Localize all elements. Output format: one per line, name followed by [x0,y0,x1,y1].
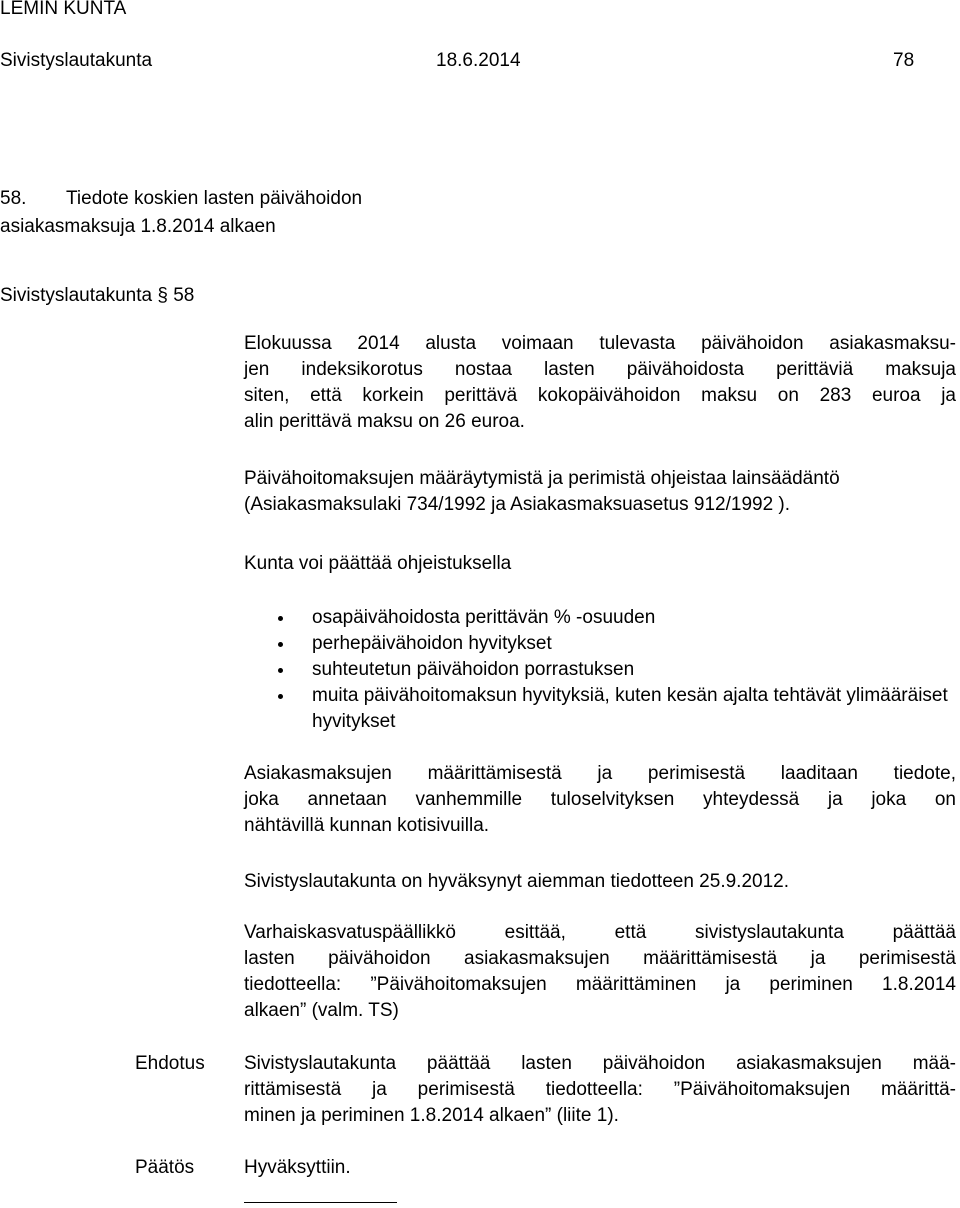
text-line: alkaen” (valm. TS) [244,1000,399,1021]
list-item [244,683,960,735]
decision-label: Päätös [135,1157,195,1178]
paragraph-municipality-options: Kunta voi päättää ohjeistuksella [244,553,512,574]
list-item-text: osapäivähoidosta perittävän % -osuuden [312,607,656,628]
text-line: Asiakasmaksujen määrittämisestä ja perimisestä laaditaan tiedote, [244,763,956,784]
text-line: jen indeksikorotus nostaa lasten päivähoidosta perittäviä maksuja [244,359,956,380]
list-item-text: muita päivähoitomaksun hyvityksiä, kuten kesän ajalta tehtävät ylimääräiset hyvitykset [312,685,948,732]
list-item [244,657,960,683]
meeting-date: 18.6.2014 [436,50,521,71]
text-line: lasten päivähoidon asiakasmaksujen määrittämisestä ja perimisestä [244,948,956,969]
paragraph-previous-approval: Sivistyslautakunta on hyväksynyt aiemman tiedotteen 25.9.2012. [244,871,789,892]
text-line: alin perittävä maksu on 26 euroa. [244,411,525,432]
text-line: siten, että korkein perittävä kokopäivähoidon maksu on 283 euroa ja [244,385,956,406]
bullet-icon [278,694,283,699]
paragraph-notice [244,761,956,839]
list-item-text: perhepäivähoidon hyvitykset [312,633,552,654]
proposal-label: Ehdotus [135,1053,205,1074]
section-reference: Sivistyslautakunta § 58 [0,285,195,306]
bullet-list [244,605,960,735]
text-line: tiedotteella: ”Päivähoitomaksujen määrittäminen ja periminen 1.8.2014 [244,974,956,995]
text-line: Elokuussa 2014 alusta voimaan tulevasta päivähoidon asiakasmaksu- [244,333,956,354]
page-number: 78 [893,50,915,71]
bullet-icon [278,616,283,621]
paragraph-legislation [244,466,960,518]
section-title-line1: Tiedote koskien lasten päivähoidon [66,188,363,209]
bullet-icon [278,642,283,647]
text-line: Sivistyslautakunta päättää lasten päivähoidon asiakasmaksujen mää- [244,1053,956,1074]
section-title-line2: asiakasmaksuja 1.8.2014 alkaen [0,216,276,237]
decision-text: Hyväksyttiin. [244,1157,351,1178]
text-line: (Asiakasmaksulaki 734/1992 ja Asiakasmaksuasetus 912/1992 ). [244,494,791,515]
committee-name: Sivistyslautakunta [0,50,153,71]
bullet-icon [278,668,283,673]
paragraph-fee-increase [244,331,956,435]
list-item [244,605,960,631]
list-item-text: suhteutetun päivähoidon porrastuksen [312,659,635,680]
text-line: joka annetaan vanhemmille tuloselvityksen yhteydessä ja joka on [244,789,956,810]
text-line: Varhaiskasvatuspäällikkö esittää, että sivistyslautakunta päättää [244,922,956,943]
signature-line [244,1202,397,1203]
text-line: Päivähoitomaksujen määräytymistä ja perimistä ohjeistaa lainsäädäntö [244,468,840,489]
section-number: 58. [0,188,27,209]
paragraph-presentation [244,920,956,1024]
municipality-name: LEMIN KUNTA [0,0,127,19]
text-line: minen ja periminen 1.8.2014 alkaen” (liite 1). [244,1105,619,1126]
list-item [244,631,960,657]
text-line: rittämisestä ja perimisestä tiedotteella: ”Päivähoitomaksujen määrittä- [244,1079,956,1100]
text-line: nähtävillä kunnan kotisivuilla. [244,815,490,836]
proposal-text [244,1051,956,1129]
